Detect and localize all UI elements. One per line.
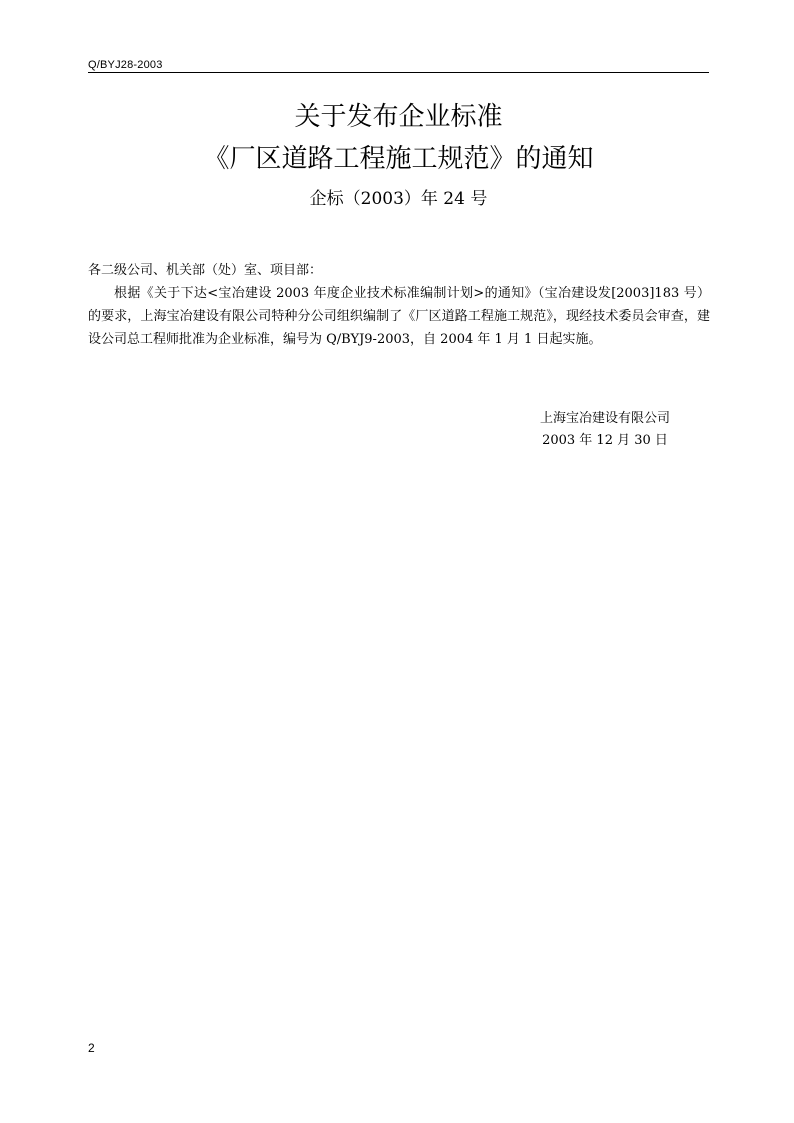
page-number: 2: [88, 1041, 95, 1055]
body-paragraph: 根据《关于下达<宝冶建设 2003 年度企业技术标准编制计划>的通知》（宝冶建设发[2003]183 号）的要求，上海宝冶建设有限公司特种分公司组织编制了《厂区道路工程施工规范》，现经技术委员会审查，建设公司总工程师批准为企业标准，编号为 Q/BYJ9-2003，自 2004 年 1 月 1 日起实施。: [88, 286, 710, 347]
title-line-2: 《厂区道路工程施工规范》的通知: [203, 144, 594, 174]
signature-organization: 上海宝冶建设有限公司: [539, 411, 670, 426]
signature-date: 2003 年 12 月 30 日: [542, 433, 668, 448]
salutation: 各二级公司、机关部（处）室、项目部：: [88, 263, 323, 278]
title-line-1: 关于发布企业标准: [294, 102, 503, 132]
header-divider: [88, 72, 709, 73]
header-standard-code: Q/BYJ28-2003: [88, 59, 163, 71]
document-number: 企标（2003）年 24 号: [309, 189, 488, 209]
